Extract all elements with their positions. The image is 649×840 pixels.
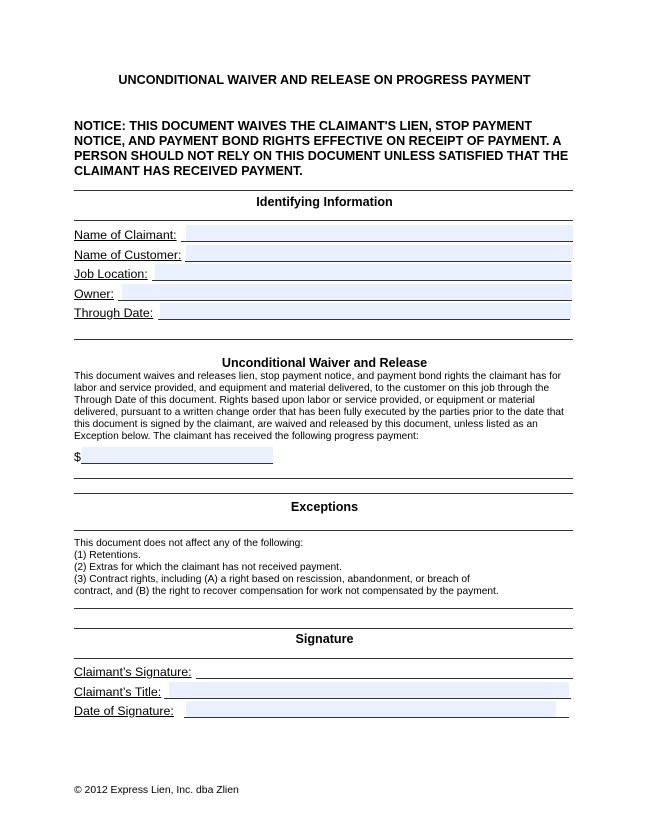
underline <box>158 319 570 320</box>
claimant-signature-row <box>74 662 573 680</box>
divider <box>74 530 573 531</box>
waiver-body: This document waives and releases lien, stop payment notice, and payment bond rights the claimant has for labor and service provided, and equipment and material delivered, to the customer on this job through the Through Date of this document. Rights based upon labor or service provided, or equipment or material delivered, pursuant to a written change order that has been fully executed by the parties prior to the date that this document is signed by the claimant, are waived and released by this document, unless listed as an Exception below. The claimant has received the following progress payment: <box>74 371 564 442</box>
divider <box>74 190 573 191</box>
claimant-title-input[interactable] <box>169 682 569 699</box>
date-of-signature-input[interactable] <box>186 701 556 718</box>
exceptions-heading: Exceptions <box>290 500 359 514</box>
divider <box>74 628 573 629</box>
through-date-row <box>74 303 573 321</box>
identifying-heading: Identifying Information <box>256 195 393 209</box>
through-date-input[interactable] <box>160 303 571 320</box>
date-of-signature-row <box>74 701 573 719</box>
underline <box>185 261 571 262</box>
claimant-signature-label: Claimant’s Signature: <box>74 665 192 679</box>
job-location-row <box>74 264 573 282</box>
currency-symbol: $ <box>74 450 81 464</box>
waiver-heading: Unconditional Waiver and Release <box>221 356 428 370</box>
divider <box>74 493 573 494</box>
customer-name-label: Name of Customer: <box>74 248 182 262</box>
through-date-label: Through Date: <box>74 306 154 320</box>
underline <box>184 717 569 718</box>
customer-name-input[interactable] <box>186 245 573 262</box>
exception-item: (3) Contract rights, including (A) a right based on rescission, abandonment, or breach of <box>74 574 470 585</box>
exception-item: (2) Extras for which the claimant has not received payment. <box>74 562 342 573</box>
claimant-name-row <box>74 225 573 243</box>
signature-underline <box>196 678 573 679</box>
claimant-title-label: Claimant’s Title: <box>74 685 162 699</box>
claimant-name-label: Name of Claimant: <box>74 228 177 242</box>
divider <box>74 608 573 609</box>
underline <box>118 300 572 301</box>
divider <box>74 339 573 340</box>
underline <box>164 698 571 699</box>
document-title: UNCONDITIONAL WAIVER AND RELEASE ON PROGRESS PAYMENT <box>118 73 531 87</box>
claimant-name-input[interactable] <box>186 225 573 242</box>
payment-amount-input[interactable] <box>82 447 273 464</box>
job-location-label: Job Location: <box>74 267 148 281</box>
owner-input[interactable] <box>122 284 572 301</box>
divider <box>74 478 573 479</box>
customer-name-row <box>74 245 573 263</box>
owner-row <box>74 284 573 302</box>
date-of-signature-label: Date of Signature: <box>74 704 174 718</box>
divider <box>74 658 573 659</box>
job-location-input[interactable] <box>155 264 572 281</box>
payment-amount-row <box>74 447 274 465</box>
exceptions-intro: This document does not affect any of the following: <box>74 538 304 549</box>
exception-item: contract, and (B) the right to recover compensation for work not compensated by the payment. <box>74 586 499 597</box>
exception-item: (1) Retentions. <box>74 550 141 561</box>
notice-text: NOTICE: THIS DOCUMENT WAIVES THE CLAIMANT'S LIEN, STOP PAYMENT NOTICE, AND PAYMENT BOND RIGHTS EFFECTIVE ON RECEIPT OF PAYMENT. A PERSON SHOULD NOT RELY ON THIS DOCUMENT UNLESS SATISFIED THAT THE CLAIMANT HAS RECEIVED PAYMENT. <box>74 119 569 178</box>
underline <box>81 463 273 464</box>
claimant-title-row <box>74 682 573 700</box>
divider <box>74 220 573 221</box>
owner-label: Owner: <box>74 287 114 301</box>
copyright-footer: © 2012 Express Lien, Inc. dba Zlien <box>74 785 239 796</box>
underline <box>152 280 572 281</box>
underline <box>181 241 573 242</box>
signature-heading: Signature <box>295 632 354 646</box>
exceptions-list <box>74 538 576 598</box>
